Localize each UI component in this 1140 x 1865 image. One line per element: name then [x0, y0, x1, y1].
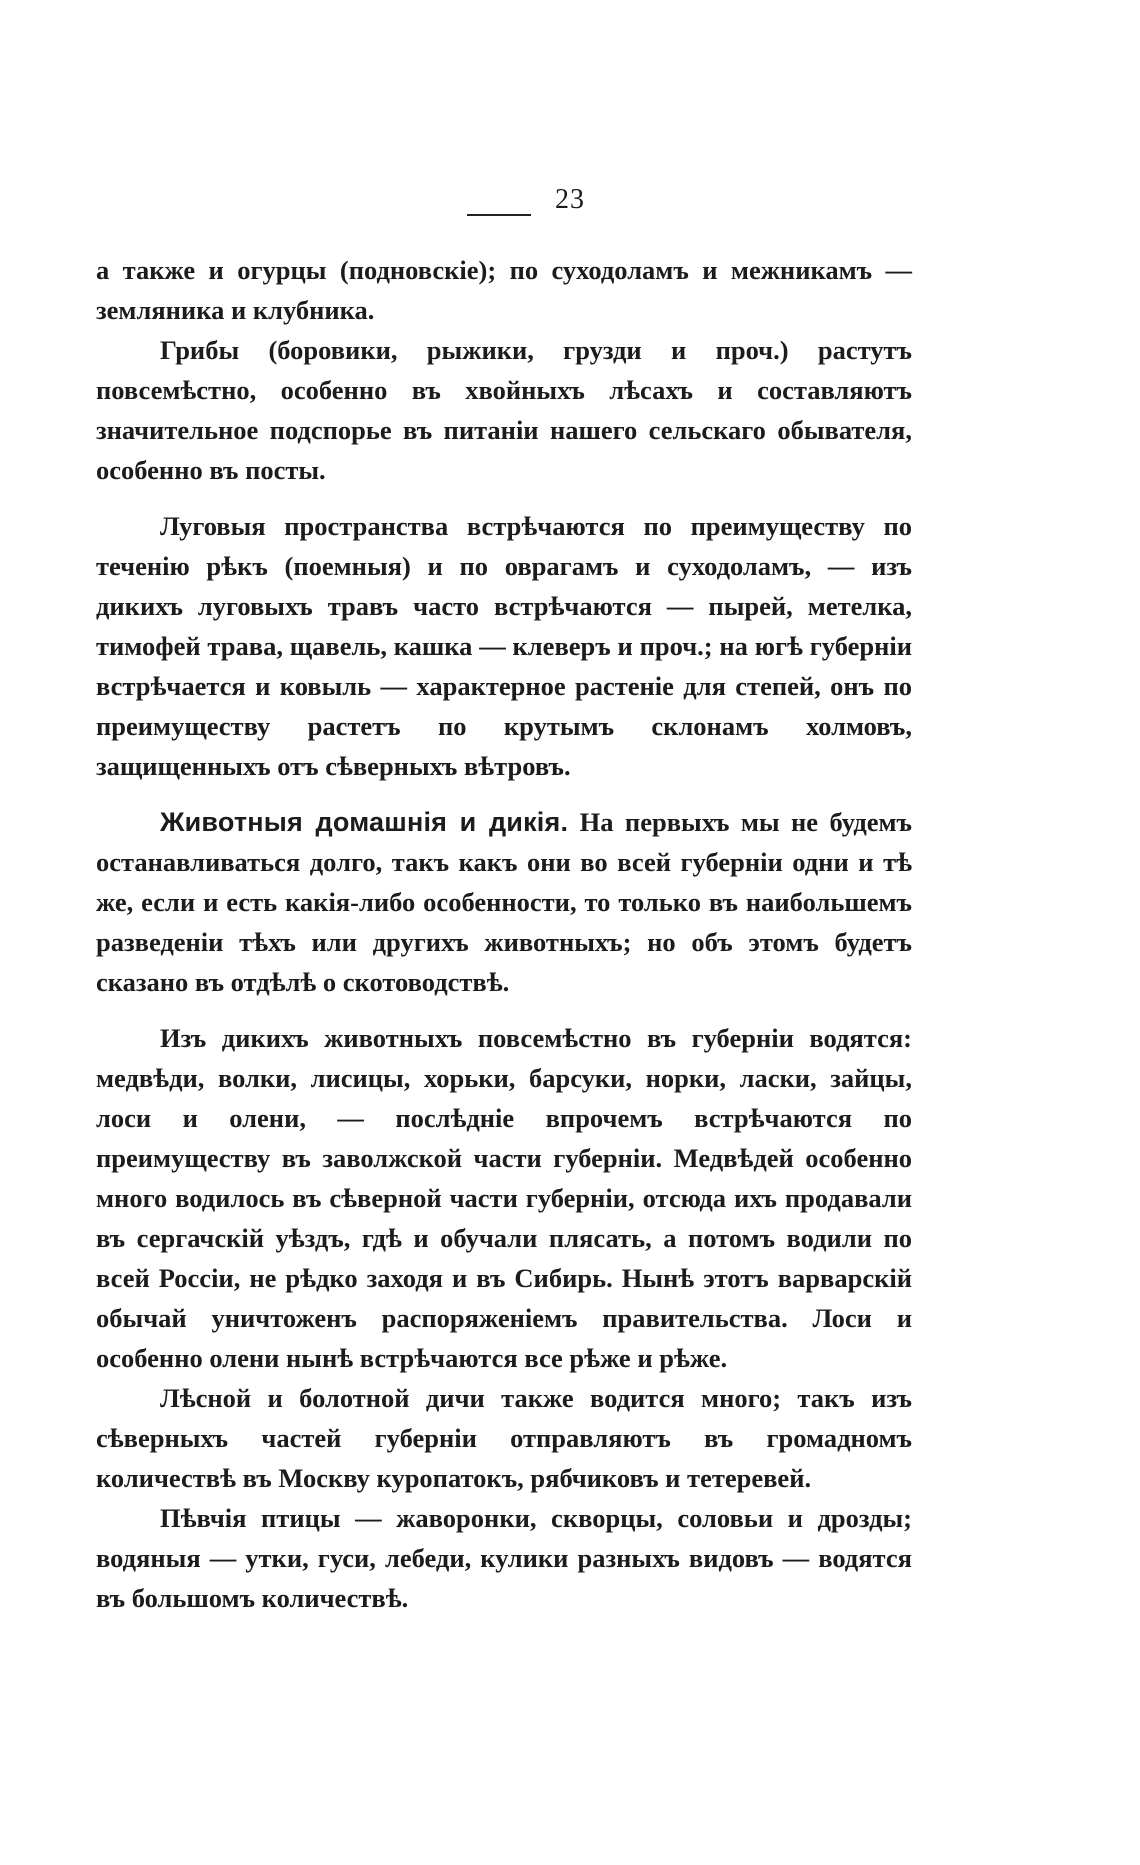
paragraph-animals-text: На первыхъ мы не будемъ останавливаться долго, такъ какъ они во всей губерніи одни и тѣ же, если и есть какія-либо особенности, то только въ наибольшемъ разведеніи тѣхъ или другихъ животныхъ; но объ этомъ будетъ сказано въ отдѣлѣ о скотоводствѣ. — [96, 807, 912, 997]
paragraph-game-birds: Лѣсной и болотной дичи также водится много; такъ изъ сѣверныхъ частей губерніи отправляютъ въ громадномъ количествѣ въ Москву куропатокъ, рябчиковъ и тетеревей. — [96, 1383, 912, 1493]
paragraph-continuation: а также и огурцы (подновскіе); по суходоламъ и межникамъ — земляника и клубника. — [96, 255, 912, 325]
section-heading-animals: Животныя домашнія и дикія. — [160, 807, 569, 837]
paragraph-songbirds: Пѣвчія птицы — жаворонки, скворцы, соловьи и дрозды; водяныя — утки, гуси, лебеди, кулики разныхъ видовъ — водятся въ большомъ количествѣ. — [96, 1503, 912, 1613]
paragraph-mushrooms: Грибы (боровики, рыжики, грузди и проч.) растутъ повсемѣстно, особенно въ хвойныхъ лѣсахъ и составляютъ значительное подспорье въ питаніи нашего сельскаго обывателя, особенно въ посты. — [96, 335, 912, 485]
paragraph-animals — [96, 802, 912, 1002]
paragraph-wild-animals: Изъ дикихъ животныхъ повсемѣстно въ губерніи водятся: медвѣди, волки, лисицы, хорьки, барсуки, норки, ласки, зайцы, лоси и олени, — послѣдніе впрочемъ встрѣчаются по преимуществу въ заволжской части губерніи. Медвѣдей особенно много водилось въ сѣверной части губерніи, отсюда ихъ продавали въ сергачскій уѣздъ, гдѣ и обучали плясать, а потомъ водили по всей Россіи, не рѣдко заходя и въ Сибирь. Нынѣ этотъ варварскій обычай уничтоженъ распоряженіемъ правительства. Лоси и особенно олени нынѣ встрѣчаются все рѣже и рѣже. — [96, 1023, 912, 1373]
page-number-rule — [467, 214, 531, 216]
page-number: 23 — [555, 184, 585, 215]
paragraph-meadows: Луговыя пространства встрѣчаются по преимуществу по теченію рѣкъ (поемныя) и по оврагамъ и суходоламъ, — изъ дикихъ луговыхъ травъ часто встрѣчаются — пырей, метелка, тимофей трава, щавель, кашка — клеверъ и проч.; на югѣ губерніи встрѣчается и ковыль — характерное растеніе для степей, онъ по преимуществу растетъ по крутымъ склонамъ холмовъ, защищенныхъ отъ сѣверныхъ вѣтровъ. — [96, 511, 912, 781]
body-text — [96, 250, 912, 1618]
